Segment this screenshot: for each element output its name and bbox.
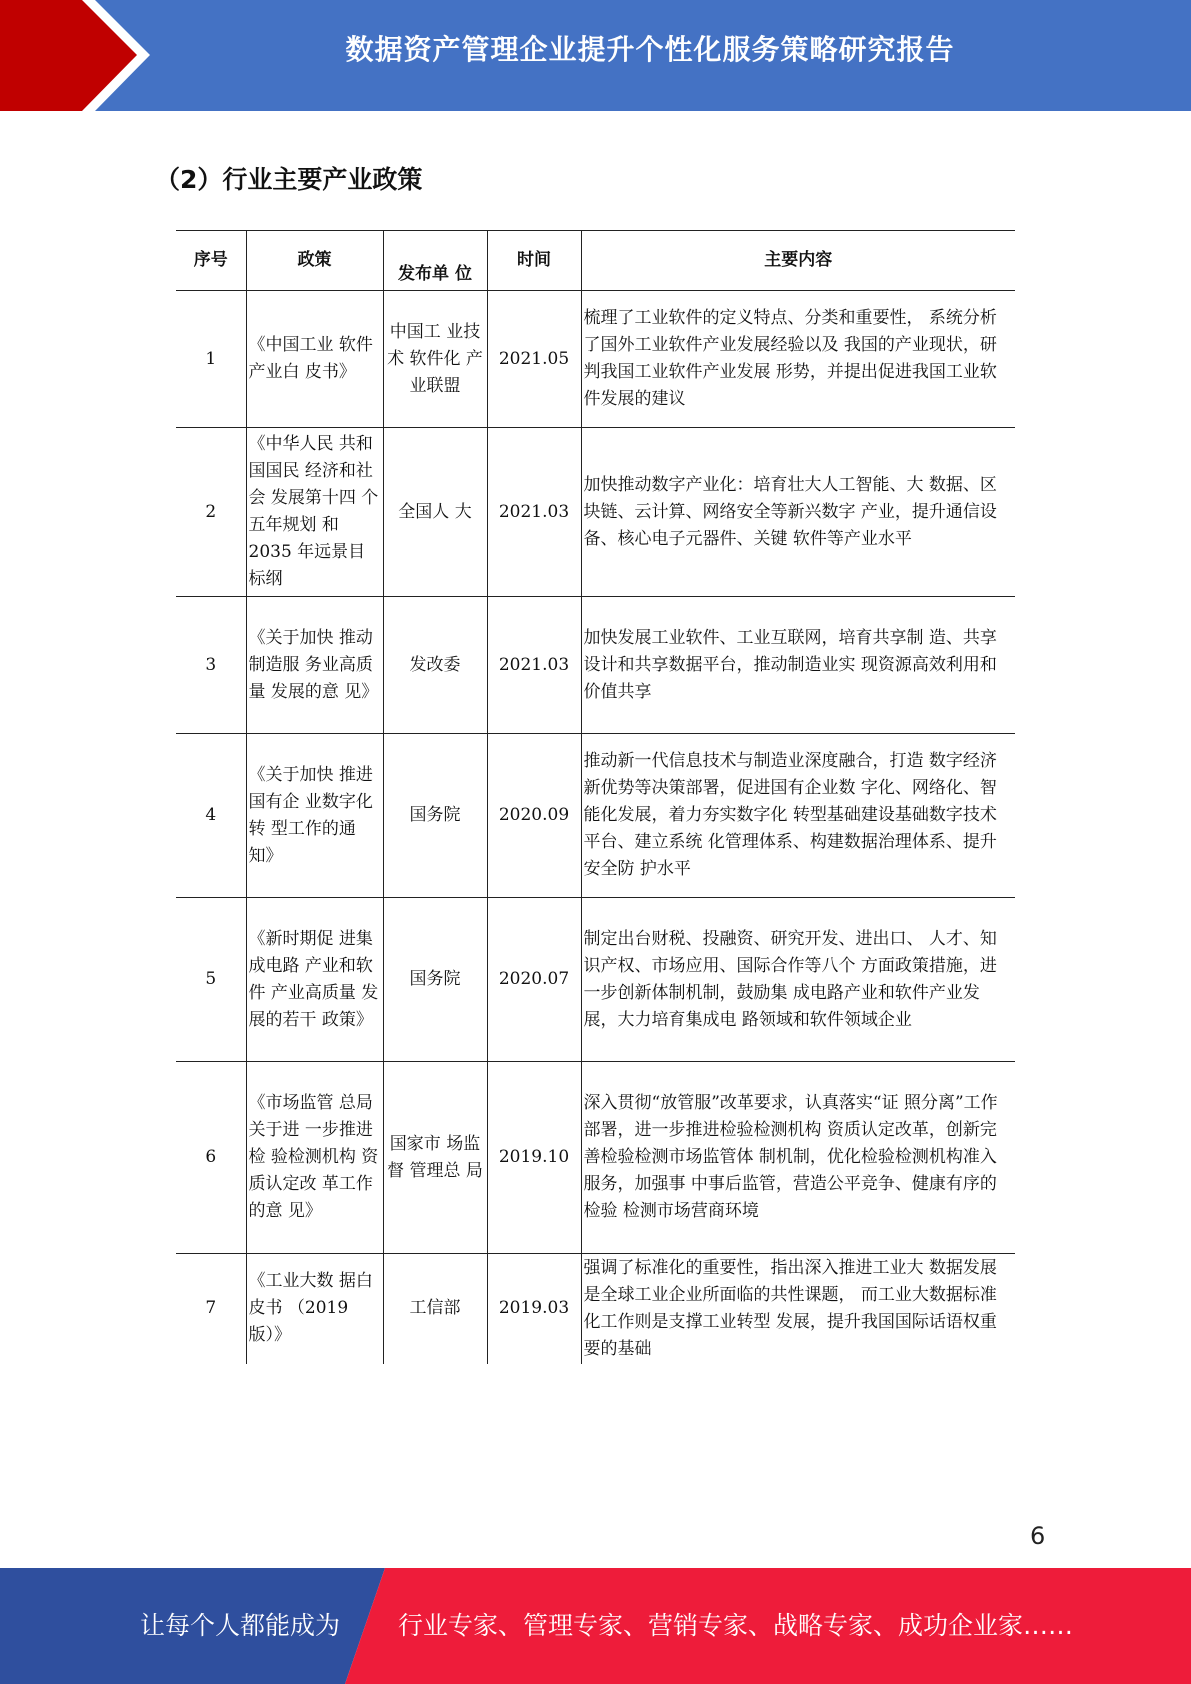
issuing-unit: 国务院 <box>383 898 487 1062</box>
page-number: 6 <box>1030 1522 1046 1550</box>
table-row <box>176 291 1015 428</box>
table-row <box>176 1254 1015 1364</box>
issuing-unit: 中国工 业技术 软件化 产业联盟 <box>383 291 487 428</box>
column-header-content: 主要内容 <box>581 231 1015 291</box>
table-row <box>176 734 1015 898</box>
issue-date: 2021.03 <box>487 428 581 597</box>
footer-slogan-right: 行业专家、管理专家、营销专家、战略专家、成功企业家…… <box>398 1611 1074 1640</box>
issue-date: 2021.05 <box>487 291 581 428</box>
issuing-unit: 国务院 <box>383 734 487 898</box>
table-row <box>176 597 1015 734</box>
footer-band <box>0 1568 1191 1684</box>
header-band <box>0 0 1191 111</box>
report-title: 数据资产管理企业提升个性化服务策略研究报告 <box>345 33 955 66</box>
table-row <box>176 898 1015 1062</box>
row-number: 6 <box>176 1062 246 1254</box>
issue-date: 2020.07 <box>487 898 581 1062</box>
column-header-time: 时间 <box>487 231 581 291</box>
table-row <box>176 1062 1015 1254</box>
main-content: 制定出台财税、投融资、研究开发、进出口、 人才、知识产权、市场应用、国际合作等八个 方面政策措施，进一步创新体制机制，鼓励集 成电路产业和软件产业发展，大力培育集成电 路领域和软件领域企业 <box>581 898 1015 1062</box>
table-header-row <box>176 231 1015 291</box>
policy-name: 《中华人民 共和国国民 经济和社会 发展第十四 个五年规划 和 2035 年远景目标纲 <box>246 428 383 597</box>
main-content: 推动新一代信息技术与制造业深度融合，打造 数字经济新优势等决策部署，促进国有企业数 字化、网络化、智能化发展，着力夯实数字化 转型基础建设基础数字技术平台、建立系统 化管理体系、构建数据治理体系、提升安全防 护水平 <box>581 734 1015 898</box>
issuing-unit: 发改委 <box>383 597 487 734</box>
issuing-unit: 全国人 大 <box>383 428 487 597</box>
column-header-policy: 政策 <box>246 231 383 291</box>
policy-name: 《市场监管 总局关于进 一步推进检 验检测机构 资质认定改 革工作的意 见》 <box>246 1062 383 1254</box>
row-number: 4 <box>176 734 246 898</box>
issue-date: 2019.10 <box>487 1062 581 1254</box>
main-content: 加快推动数字产业化：培育壮大人工智能、大 数据、区块链、云计算、网络安全等新兴数字 产业，提升通信设备、核心电子元器件、关键 软件等产业水平 <box>581 428 1015 597</box>
main-content: 强调了标准化的重要性，指出深入推进工业大 数据发展是全球工业企业所面临的共性课题， 而工业大数据标准化工作则是支撑工业转型 发展，提升我国国际话语权重要的基础 <box>581 1254 1015 1364</box>
main-content: 梳理了工业软件的定义特点、分类和重要性， 系统分析了国外工业软件产业发展经验以及 我国的产业现状，研判我国工业软件产业发展 形势，并提出促进我国工业软件发展的建议 <box>581 291 1015 428</box>
issue-date: 2021.03 <box>487 597 581 734</box>
row-number: 3 <box>176 597 246 734</box>
issuing-unit: 国家市 场监督 管理总 局 <box>383 1062 487 1254</box>
policy-name: 《工业大数 据白皮书 （2019 版）》 <box>246 1254 383 1364</box>
column-header-no: 序号 <box>176 231 246 291</box>
policy-name: 《中国工业 软件产业白 皮书》 <box>246 291 383 428</box>
main-content: 深入贯彻“放管服”改革要求，认真落实“证 照分离”工作部署，进一步推进检验检测机构 资质认定改革，创新完善检验检测市场监管体 制机制，优化检验检测机构准入服务，加强事 中事后监管，营造公平竞争、健康有序的检验 检测市场营商环境 <box>581 1062 1015 1254</box>
footer-slogan-left: 让每个人都能成为 <box>140 1611 341 1640</box>
section-heading: （2）行业主要产业政策 <box>155 165 423 194</box>
main-content: 加快发展工业软件、工业互联网，培育共享制 造、共享设计和共享数据平台，推动制造业实 现资源高效利用和价值共享 <box>581 597 1015 734</box>
policy-name: 《关于加快 推进国有企 业数字化转 型工作的通 知》 <box>246 734 383 898</box>
issuing-unit: 工信部 <box>383 1254 487 1364</box>
row-number: 5 <box>176 898 246 1062</box>
row-number: 7 <box>205 1298 217 1319</box>
issue-date: 2020.09 <box>487 734 581 898</box>
policy-name: 《新时期促 进集成电路 产业和软件 产业高质量 发展的若干 政策》 <box>246 898 383 1062</box>
issue-date: 2019.03 <box>487 1254 581 1364</box>
policy-table <box>176 230 1015 1364</box>
column-header-unit: 发布单 位 <box>383 231 487 291</box>
policy-name: 《关于加快 推动制造服 务业高质量 发展的意 见》 <box>246 597 383 734</box>
row-number: 2 <box>176 428 246 597</box>
row-number: 1 <box>176 291 246 428</box>
table-row <box>176 428 1015 597</box>
